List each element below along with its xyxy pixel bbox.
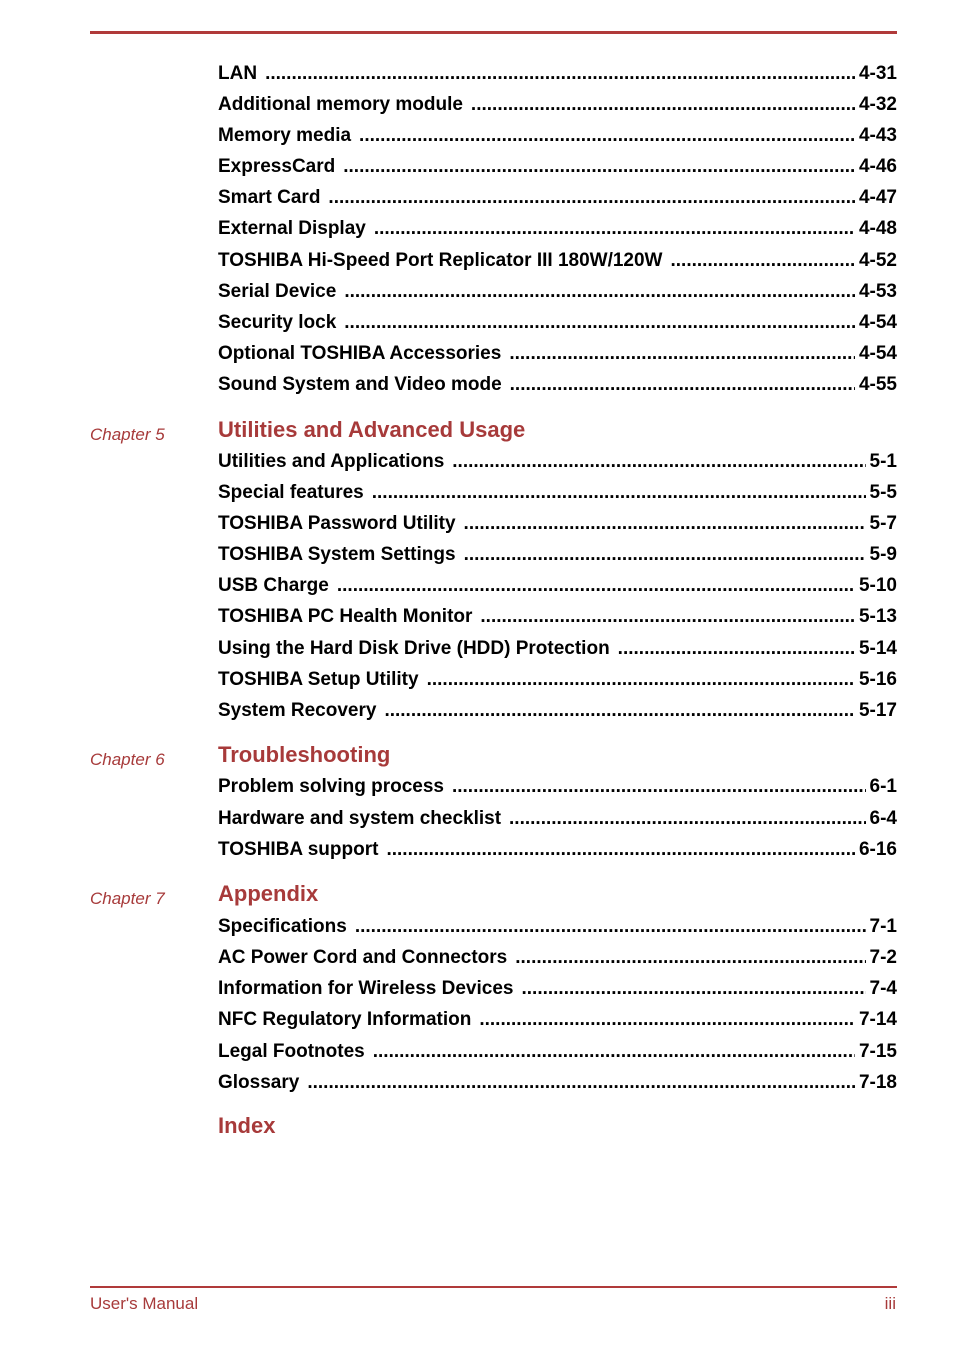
toc-leader-dots [464,512,866,536]
toc-entry-label: Smart Card [218,187,321,208]
toc-entry-page: 5-9 [869,544,897,565]
toc-entry[interactable] [218,946,897,970]
toc-entry[interactable] [218,775,897,799]
toc-entry-page: 4-46 [858,156,897,177]
toc-entry-label: Problem solving process [218,776,444,797]
toc-entry[interactable] [218,481,897,505]
toc-entry-label: TOSHIBA Hi-Speed Port Replicator III 180W/120W [218,250,663,271]
toc-leader-dots [452,450,865,474]
toc-entry[interactable] [218,450,897,474]
toc-entry[interactable] [218,217,897,241]
toc-entry[interactable] [218,605,897,629]
toc-entry-page: 4-48 [858,218,897,239]
toc-entry-page: 7-14 [858,1009,897,1030]
toc-leader-dots [386,838,855,862]
toc-entry-label: Using the Hard Disk Drive (HDD) Protection [218,638,610,659]
toc-entry[interactable] [218,512,897,536]
toc-leader-dots [355,915,866,939]
footer-rule [90,1286,897,1288]
chapter-label: Chapter 5 [90,425,165,444]
toc-leader-dots [452,775,866,799]
toc-entry[interactable] [218,280,897,304]
toc-leader-dots [671,249,855,273]
toc-entry[interactable] [218,93,897,117]
toc-entry-page: 4-55 [858,374,897,395]
toc-entry-page: 6-1 [869,776,897,797]
toc-entry-label: TOSHIBA Password Utility [218,513,456,534]
toc-entry-label: Security lock [218,312,337,333]
toc-entry[interactable] [218,342,897,366]
toc-entry[interactable] [218,668,897,692]
toc-entry-label: System Recovery [218,700,377,721]
toc-entry-label: TOSHIBA System Settings [218,544,456,565]
toc-entry-label: ExpressCard [218,156,336,177]
toc-entry-page: 4-54 [858,343,897,364]
toc-entry[interactable] [218,155,897,179]
toc-leader-dots [509,807,866,831]
footer-manual-title: User's Manual [90,1294,199,1313]
toc-leader-dots [427,668,855,692]
toc-leader-dots [328,186,855,210]
toc-entry-page: 5-1 [869,451,897,472]
toc-entry[interactable] [218,574,897,598]
toc-entry-label: USB Charge [218,575,329,596]
toc-entry-label: Specifications [218,916,347,937]
toc-entry-label: AC Power Cord and Connectors [218,947,508,968]
toc-leader-dots [521,977,865,1001]
toc-entry-page: 7-1 [869,916,897,937]
toc-entry-label: Additional memory module [218,94,463,115]
toc-leader-dots [374,217,855,241]
index-title[interactable]: Index [218,1113,276,1138]
toc-entry[interactable] [218,186,897,210]
toc-entry[interactable] [218,124,897,148]
toc-entry-page: 5-7 [869,513,897,534]
toc-entry-label: Memory media [218,125,352,146]
toc-entry-label: TOSHIBA PC Health Monitor [218,606,473,627]
toc-entry-label: Legal Footnotes [218,1041,365,1062]
toc-leader-dots [384,699,855,723]
toc-entry[interactable] [218,311,897,335]
toc-leader-dots [515,946,865,970]
toc-entry-page: 7-4 [869,978,897,999]
toc-entry-page: 5-10 [858,575,897,596]
toc-entry-label: TOSHIBA support [218,839,379,860]
toc-entry-label: Hardware and system checklist [218,808,502,829]
chapter-title[interactable]: Appendix [218,881,319,906]
toc-leader-dots [372,481,866,505]
toc-entry[interactable] [218,62,897,86]
toc-entry-page: 4-53 [858,281,897,302]
toc-entry-label: Special features [218,482,364,503]
toc-entry[interactable] [218,807,897,831]
toc-entry-label: Information for Wireless Devices [218,978,514,999]
toc-entry-page: 5-16 [858,669,897,690]
toc-entry-page: 5-5 [869,482,897,503]
toc-entry-page: 4-32 [858,94,897,115]
chapter-title[interactable]: Utilities and Advanced Usage [218,417,526,442]
toc-entry-label: Sound System and Video mode [218,374,502,395]
toc-entry-page: 5-14 [858,638,897,659]
toc-leader-dots [337,574,855,598]
toc-leader-dots [480,605,855,629]
toc-leader-dots [373,1040,855,1064]
toc-entry-label: NFC Regulatory Information [218,1009,472,1030]
toc-entry-page: 4-43 [858,125,897,146]
toc-leader-dots [618,637,855,661]
toc-entry-label: Optional TOSHIBA Accessories [218,343,502,364]
toc-entry-page: 4-54 [858,312,897,333]
toc-leader-dots [509,342,855,366]
toc-leader-dots [479,1008,855,1032]
toc-entry-label: External Display [218,218,366,239]
toc-entry[interactable] [218,637,897,661]
toc-leader-dots [359,124,855,148]
toc-leader-dots [464,543,866,567]
toc-entry-label: Serial Device [218,281,337,302]
toc-entry[interactable] [218,838,897,862]
chapter-label: Chapter 6 [90,750,165,769]
toc-entry-page: 7-18 [858,1072,897,1093]
toc-entry-label: TOSHIBA Setup Utility [218,669,419,690]
toc-entry-page: 6-16 [858,839,897,860]
chapter-label: Chapter 7 [90,889,165,908]
toc-leader-dots [510,373,855,397]
toc-leader-dots [343,155,855,179]
toc-leader-dots [307,1071,855,1095]
toc-leader-dots [265,62,855,86]
toc-entry[interactable] [218,1071,897,1095]
toc-entry[interactable] [218,249,897,273]
chapter-title[interactable]: Troubleshooting [218,742,391,767]
toc-entry-page: 6-4 [869,808,897,829]
footer-page-number: iii [884,1294,896,1313]
toc-entry-label: Glossary [218,1072,300,1093]
toc-leader-dots [344,280,855,304]
toc-entry-label: LAN [218,63,258,84]
toc-entry[interactable] [218,699,897,723]
toc-entry[interactable] [218,1040,897,1064]
toc-entry[interactable] [218,977,897,1001]
toc-leader-dots [344,311,855,335]
header-rule [90,31,897,34]
toc-entry-page: 5-17 [858,700,897,721]
toc-entry-label: Utilities and Applications [218,451,445,472]
toc-entry[interactable] [218,915,897,939]
toc-entry-page: 7-2 [869,947,897,968]
toc-entry[interactable] [218,1008,897,1032]
toc-entry[interactable] [218,543,897,567]
toc-entry-page: 7-15 [858,1041,897,1062]
toc-entry-page: 4-52 [858,250,897,271]
toc-entry-page: 4-47 [858,187,897,208]
toc-entry[interactable] [218,373,897,397]
toc-entry-page: 5-13 [858,606,897,627]
toc-entry-page: 4-31 [858,63,897,84]
toc-leader-dots [471,93,855,117]
